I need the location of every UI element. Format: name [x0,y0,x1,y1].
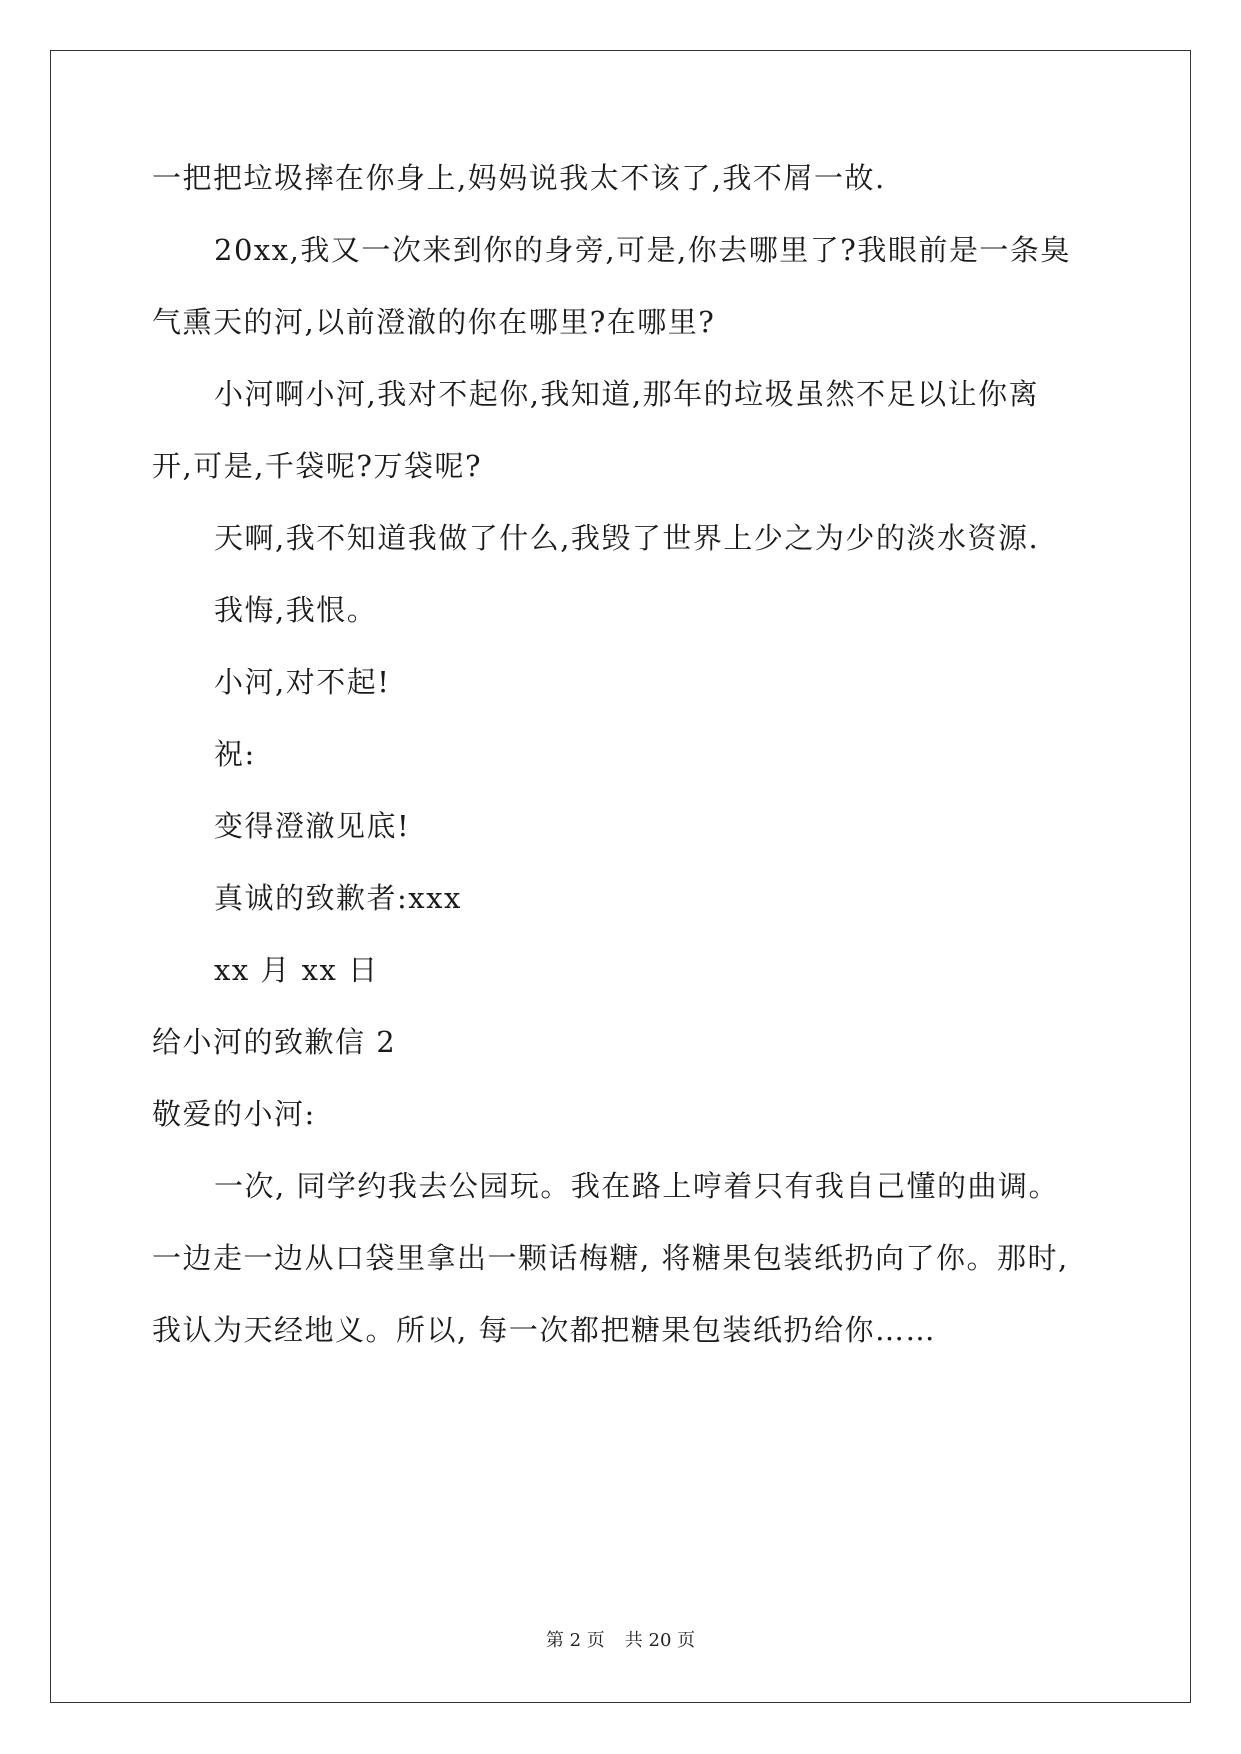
text-line: 变得澄澈见底! [214,809,411,843]
text-line: 我悔,我恨。 [214,593,378,627]
salutation: 敬爱的小河: [152,1097,316,1131]
text-line: 开,可是,千袋呢?万袋呢? [152,449,483,483]
text-line: 气熏天的河,以前澄澈的你在哪里?在哪里? [152,305,716,339]
page-border [50,50,1191,1703]
text-line: 一把把垃圾摔在你身上,妈妈说我太不该了,我不屑一故. [152,161,886,195]
text-line: 20xx,我又一次来到你的身旁,可是,你去哪里了?我眼前是一条臭 [214,233,1071,267]
text-line: 小河,对不起! [214,665,391,699]
text-line: 祝: [214,737,256,771]
text-line: 我认为天经地义。所以, 每一次都把糖果包装纸扔给你…… [152,1313,936,1347]
page-total: 共 20 页 [624,1630,696,1651]
page-footer [0,1630,1241,1652]
page-number: 第 2 页 [545,1630,605,1651]
text-line: 天啊,我不知道我做了什么,我毁了世界上少之为少的淡水资源. [214,521,1040,555]
date-line: xx 月 xx 日 [214,953,379,987]
text-line: 一次, 同学约我去公园玩。我在路上哼着只有我自己懂的曲调。 [214,1169,1059,1203]
text-line: 一边走一边从口袋里拿出一颗话梅糖, 将糖果包装纸扔向了你。那时, [152,1241,1069,1275]
signature-line: 真诚的致歉者:xxx [214,881,462,915]
text-line: 小河啊小河,我对不起你,我知道,那年的垃圾虽然不足以让你离 [214,377,1040,411]
section-title: 给小河的致歉信 2 [152,1025,397,1059]
